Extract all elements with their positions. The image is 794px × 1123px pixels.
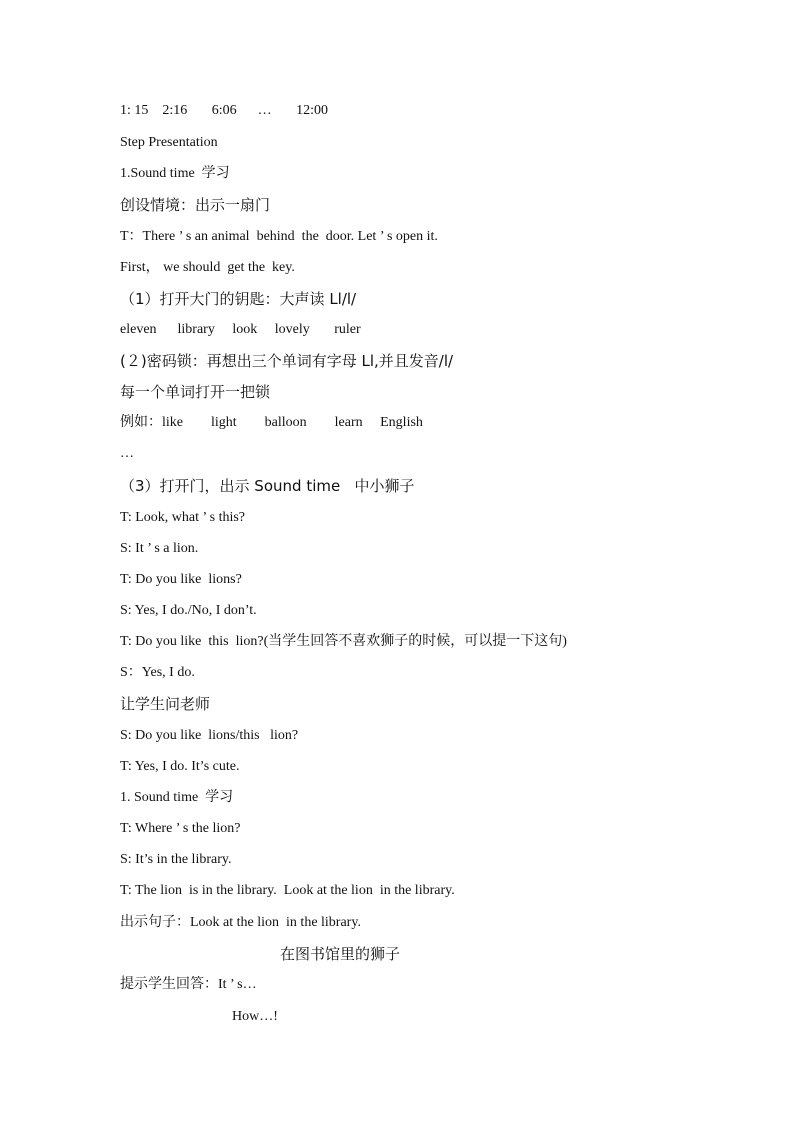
text-line-4: 创设情境：出示一扇门 xyxy=(120,196,271,214)
text-line-19: S：Yes, I do. xyxy=(120,665,195,680)
text-line-2: Step Presentation xyxy=(120,135,218,150)
text-line-26: T: The lion is in the library. Look at the lion in the library. xyxy=(120,883,455,898)
text-line-8: eleven library look lovely ruler xyxy=(120,322,361,337)
text-line-5: T：There ’ s an animal behind the door. Let ’ s open it. xyxy=(120,229,438,244)
text-line-30: How…! xyxy=(232,1009,278,1024)
text-line-12: … xyxy=(120,446,134,461)
text-line-6: First， we should get the key. xyxy=(120,260,295,275)
text-line-17: S: Yes, I do./No, I don’t. xyxy=(120,603,257,618)
text-line-3: 1.Sound time 学习 xyxy=(120,166,230,181)
text-line-9: (２)密码锁：再想出三个单词有字母 Ll,并且发音/l/ xyxy=(120,352,454,370)
text-line-15: S: It ’ s a lion. xyxy=(120,541,199,556)
text-line-11: 例如：like light balloon learn English xyxy=(120,415,423,430)
text-line-7: （1）打开大门的钥匙：大声读 Ll/l/ xyxy=(120,290,357,308)
text-line-28: 在图书馆里的狮子 xyxy=(280,945,401,963)
text-line-16: T: Do you like lions? xyxy=(120,572,242,587)
text-line-18: T: Do you like this lion?(当学生回答不喜欢狮子的时候，可以提一下这句) xyxy=(120,634,567,649)
text-line-25: S: It’s in the library. xyxy=(120,852,232,867)
text-line-10: 每一个单词打开一把锁 xyxy=(120,383,271,401)
text-line-21: S: Do you like lions/this lion? xyxy=(120,728,299,743)
text-line-29: 提示学生回答：It ’ s… xyxy=(120,977,257,992)
text-line-23: 1. Sound time 学习 xyxy=(120,790,234,805)
text-line-14: T: Look, what ’ s this? xyxy=(120,510,246,525)
text-line-24: T: Where ’ s the lion? xyxy=(120,821,241,836)
text-line-22: T: Yes, I do. It’s cute. xyxy=(120,759,240,774)
text-line-1: 1: 15 2:16 6:06 … 12:00 xyxy=(120,103,329,118)
text-line-20: 让学生问老师 xyxy=(120,695,211,713)
text-line-13: （3）打开门，出示 Sound time 中小狮子 xyxy=(120,477,415,495)
text-line-27: 出示句子：Look at the lion in the library. xyxy=(120,915,361,930)
